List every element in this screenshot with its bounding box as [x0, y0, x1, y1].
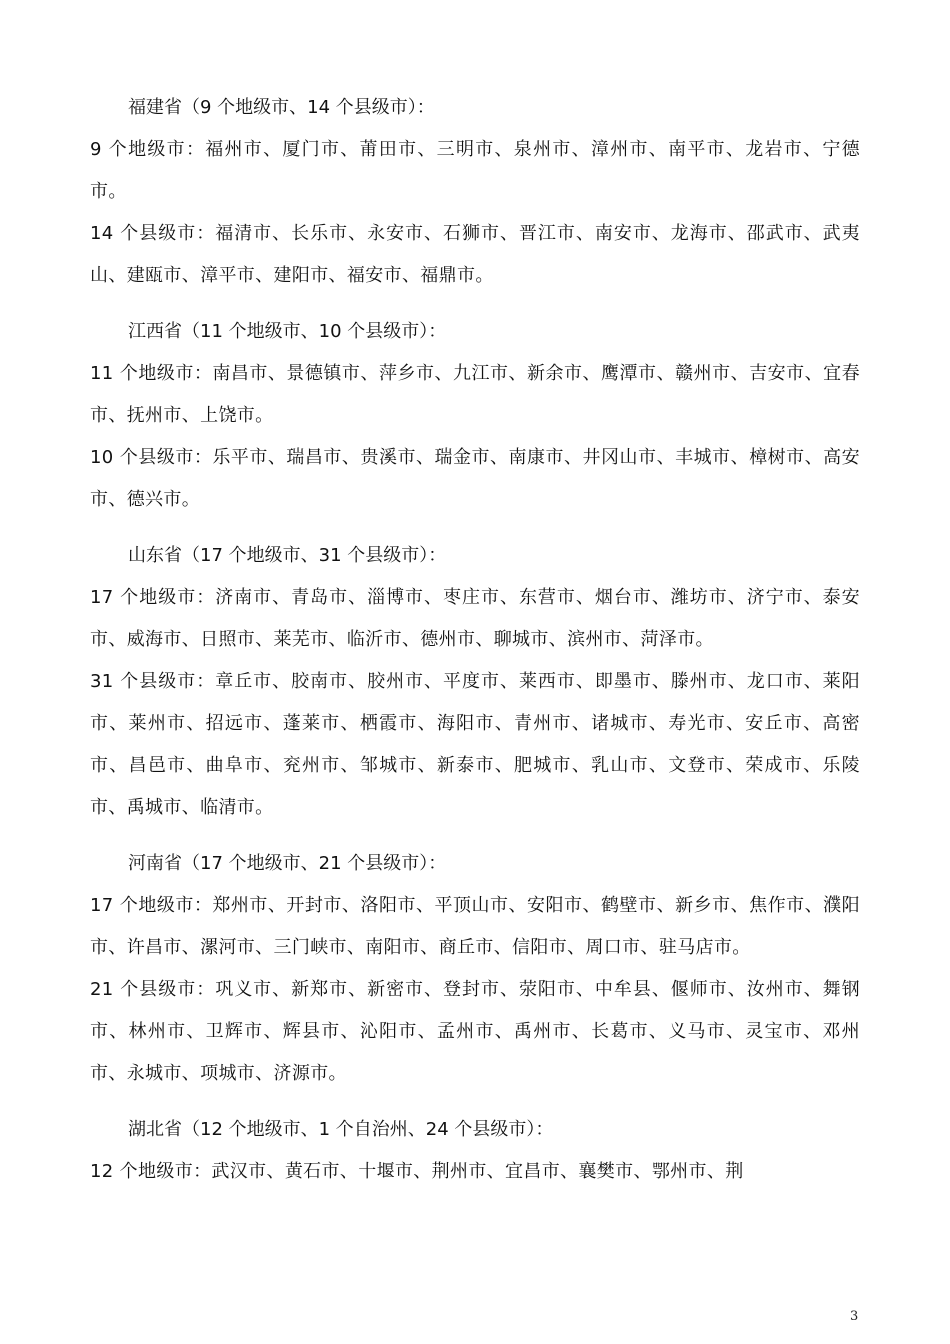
prefecture-city-list: 12 个地级市：武汉市、黄石市、十堰市、荆州市、宜昌市、襄樊市、鄂州市、荆	[90, 1161, 744, 1182]
document-body	[90, 87, 860, 1207]
prefecture-city-list: 9 个地级市：福州市、厦门市、莆田市、三明市、泉州市、漳州市、南平市、龙岩市、宁德市。	[90, 139, 860, 202]
prefecture-city-list: 11 个地级市：南昌市、景德镇市、萍乡市、九江市、新余市、鹰潭市、赣州市、吉安市、宜春市、抚州市、上饶市。	[90, 363, 860, 426]
section-heading: 江西省（11 个地级市、10 个县级市）：	[128, 321, 447, 342]
section-heading: 福建省（9 个地级市、14 个县级市）：	[128, 97, 435, 118]
county-city-list: 14 个县级市：福清市、长乐市、永安市、石狮市、晋江市、南安市、龙海市、邵武市、武夷山、建瓯市、漳平市、建阳市、福安市、福鼎市。	[90, 223, 860, 286]
section-heading: 湖北省（12 个地级市、1 个自治州、24 个县级市）：	[128, 1119, 554, 1140]
county-city-list: 21 个县级市：巩义市、新郑市、新密市、登封市、荥阳市、中牟县、偃师市、汝州市、舞钢市、林州市、卫辉市、辉县市、沁阳市、孟州市、禹州市、长葛市、义马市、灵宝市、邓州市、永城市、项城市、济源市。	[90, 979, 860, 1084]
section-jiangxi	[90, 311, 860, 521]
county-city-list: 31 个县级市：章丘市、胶南市、胶州市、平度市、莱西市、即墨市、滕州市、龙口市、莱阳市、莱州市、招远市、蓬莱市、栖霞市、海阳市、青州市、诸城市、寿光市、安丘市、高密市、昌邑市、曲阜市、兖州市、邹城市、新泰市、肥城市、乳山市、文登市、荣成市、乐陵市、禹城市、临清市。	[90, 671, 860, 818]
section-shandong	[90, 535, 860, 829]
section-heading: 河南省（17 个地级市、21 个县级市）：	[128, 853, 447, 874]
page-number: 3	[850, 1309, 859, 1324]
section-henan	[90, 843, 860, 1095]
section-hubei	[90, 1109, 860, 1193]
county-city-list: 10 个县级市：乐平市、瑞昌市、贵溪市、瑞金市、南康市、井冈山市、丰城市、樟树市、高安市、德兴市。	[90, 447, 860, 510]
prefecture-city-list: 17 个地级市：郑州市、开封市、洛阳市、平顶山市、安阳市、鹤壁市、新乡市、焦作市、濮阳市、许昌市、漯河市、三门峡市、南阳市、商丘市、信阳市、周口市、驻马店市。	[90, 895, 860, 958]
section-fujian	[90, 87, 860, 297]
section-heading: 山东省（17 个地级市、31 个县级市）：	[128, 545, 447, 566]
prefecture-city-list: 17 个地级市：济南市、青岛市、淄博市、枣庄市、东营市、烟台市、潍坊市、济宁市、泰安市、威海市、日照市、莱芜市、临沂市、德州市、聊城市、滨州市、菏泽市。	[90, 587, 860, 650]
